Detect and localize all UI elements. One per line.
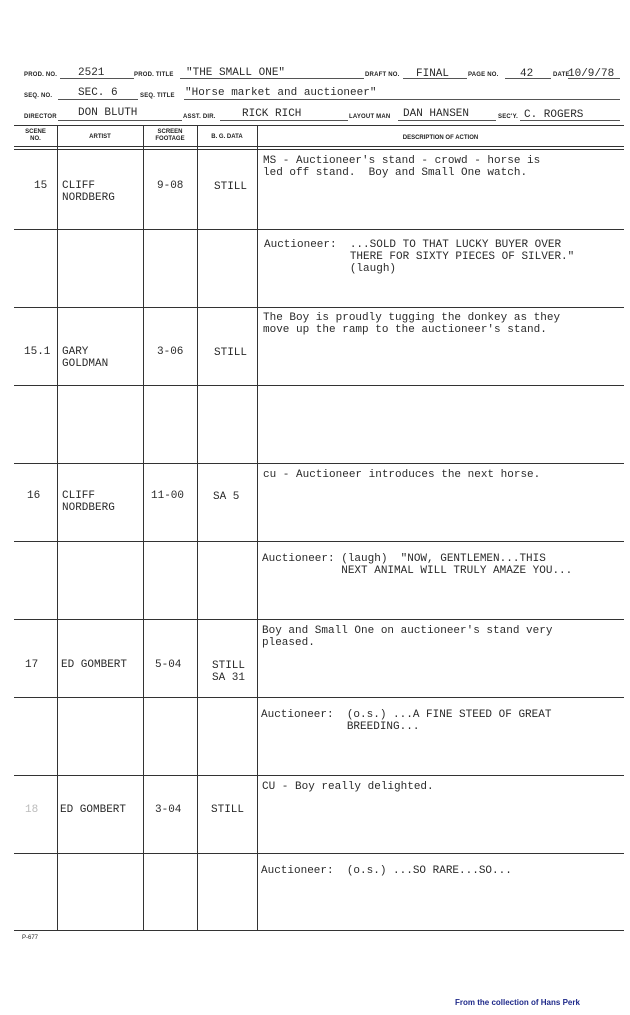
screen-footage: 11-00 [151,490,185,502]
scene-number: 18 [25,804,39,816]
dialogue: Auctioneer: ...SOLD TO THAT LUCKY BUYER OVER THERE FOR SIXTY PIECES OF SILVER." (laugh) [264,239,575,275]
row-rule [14,697,624,698]
bg-data: SA 5 [213,491,240,503]
secy-label: SEC'Y. [498,114,518,120]
col-artist: ARTIST [89,134,111,140]
layout-man-label: LAYOUT MAN [349,114,391,120]
bg-data: STILL [214,181,248,193]
director-label: DIRECTOR [24,114,57,120]
action-description: MS - Auctioneer's stand - crowd - horse is led off stand. Boy and Small One watch. [263,155,541,179]
scene-number: 15 [34,180,48,192]
column-divider [197,126,198,931]
date: 10/9/78 [568,68,615,80]
col-screen-footage: SCREEN FOOTAGE [155,129,185,142]
table-top-rule [14,125,624,126]
bg-data: STILL [214,347,248,359]
action-description: Boy and Small One on auctioneer's stand very pleased. [262,625,553,649]
artist-name: CLIFF NORDBERG [62,180,115,204]
bg-data: STILL SA 31 [212,660,246,684]
prod-title-label: PROD. TITLE [134,72,174,78]
prod-title: "THE SMALL ONE" [186,67,286,79]
seq-no-label: SEQ. NO. [24,93,53,99]
table-bottom-rule [14,930,624,931]
col-scene-no: SCENE NO. [25,129,46,142]
seq-title-label: SEQ. TITLE [140,93,175,99]
row-rule [14,229,624,230]
director: DON BLUTH [78,107,138,119]
col-description: DESCRIPTION OF ACTION [402,135,479,141]
dialogue: Auctioneer: (o.s.) ...SO RARE...SO... [261,865,512,877]
page-no-label: PAGE NO. [468,72,499,78]
prod-no: 2521 [78,67,105,79]
dialogue: Auctioneer: (laugh) "NOW, GENTLEMEN...THIS NEXT ANIMAL WILL TRULY AMAZE YOU... [262,553,573,577]
scene-number: 17 [25,659,39,671]
header-rule-1 [14,146,624,147]
column-divider [143,126,144,931]
page-no: 42 [520,68,534,80]
row-rule [14,385,624,386]
scene-number: 16 [27,490,41,502]
draft-no: FINAL [416,68,450,80]
form-code: P-677 [22,935,39,941]
dialogue: Auctioneer: (o.s.) ...A FINE STEED OF GREAT BREEDING... [261,709,552,733]
row-rule [14,307,624,308]
artist-name: GARY GOLDMAN [62,346,109,370]
row-rule [14,619,624,620]
secy: C. ROGERS [524,109,584,121]
scene-number: 15.1 [24,346,51,358]
date-label: DATE [553,72,570,78]
screen-footage: 3-06 [157,346,184,358]
bg-data: STILL [211,804,245,816]
artist-name: ED GOMBERT [61,659,128,671]
column-divider [57,126,58,931]
artist-name: ED GOMBERT [60,804,127,816]
row-rule [14,853,624,854]
artist-name: CLIFF NORDBERG [62,490,115,514]
col-bg-data: B. G. DATA [211,134,243,140]
asst-dir: RICK RICH [242,108,302,120]
action-description: CU - Boy really delighted. [262,781,434,793]
row-rule [14,541,624,542]
row-rule [14,775,624,776]
seq-title: "Horse market and auctioneer" [185,87,377,99]
screen-footage: 5-04 [155,659,182,671]
layout-man: DAN HANSEN [403,108,470,120]
screen-footage: 9-08 [157,180,184,192]
prod-no-label: PROD. NO. [24,72,58,78]
row-rule [14,463,624,464]
screen-footage: 3-04 [155,804,182,816]
header-rule-2 [14,149,624,150]
draft-no-label: DRAFT NO. [365,72,400,78]
action-description: The Boy is proudly tugging the donkey as they move up the ramp to the auctioneer's stand. [263,312,561,336]
collection-credit: From the collection of Hans Perk [455,998,580,1007]
seq-no: SEC. 6 [78,87,118,99]
column-divider [257,126,258,931]
asst-dir-label: ASST. DIR. [183,114,216,120]
action-description: cu - Auctioneer introduces the next horse. [263,469,541,481]
